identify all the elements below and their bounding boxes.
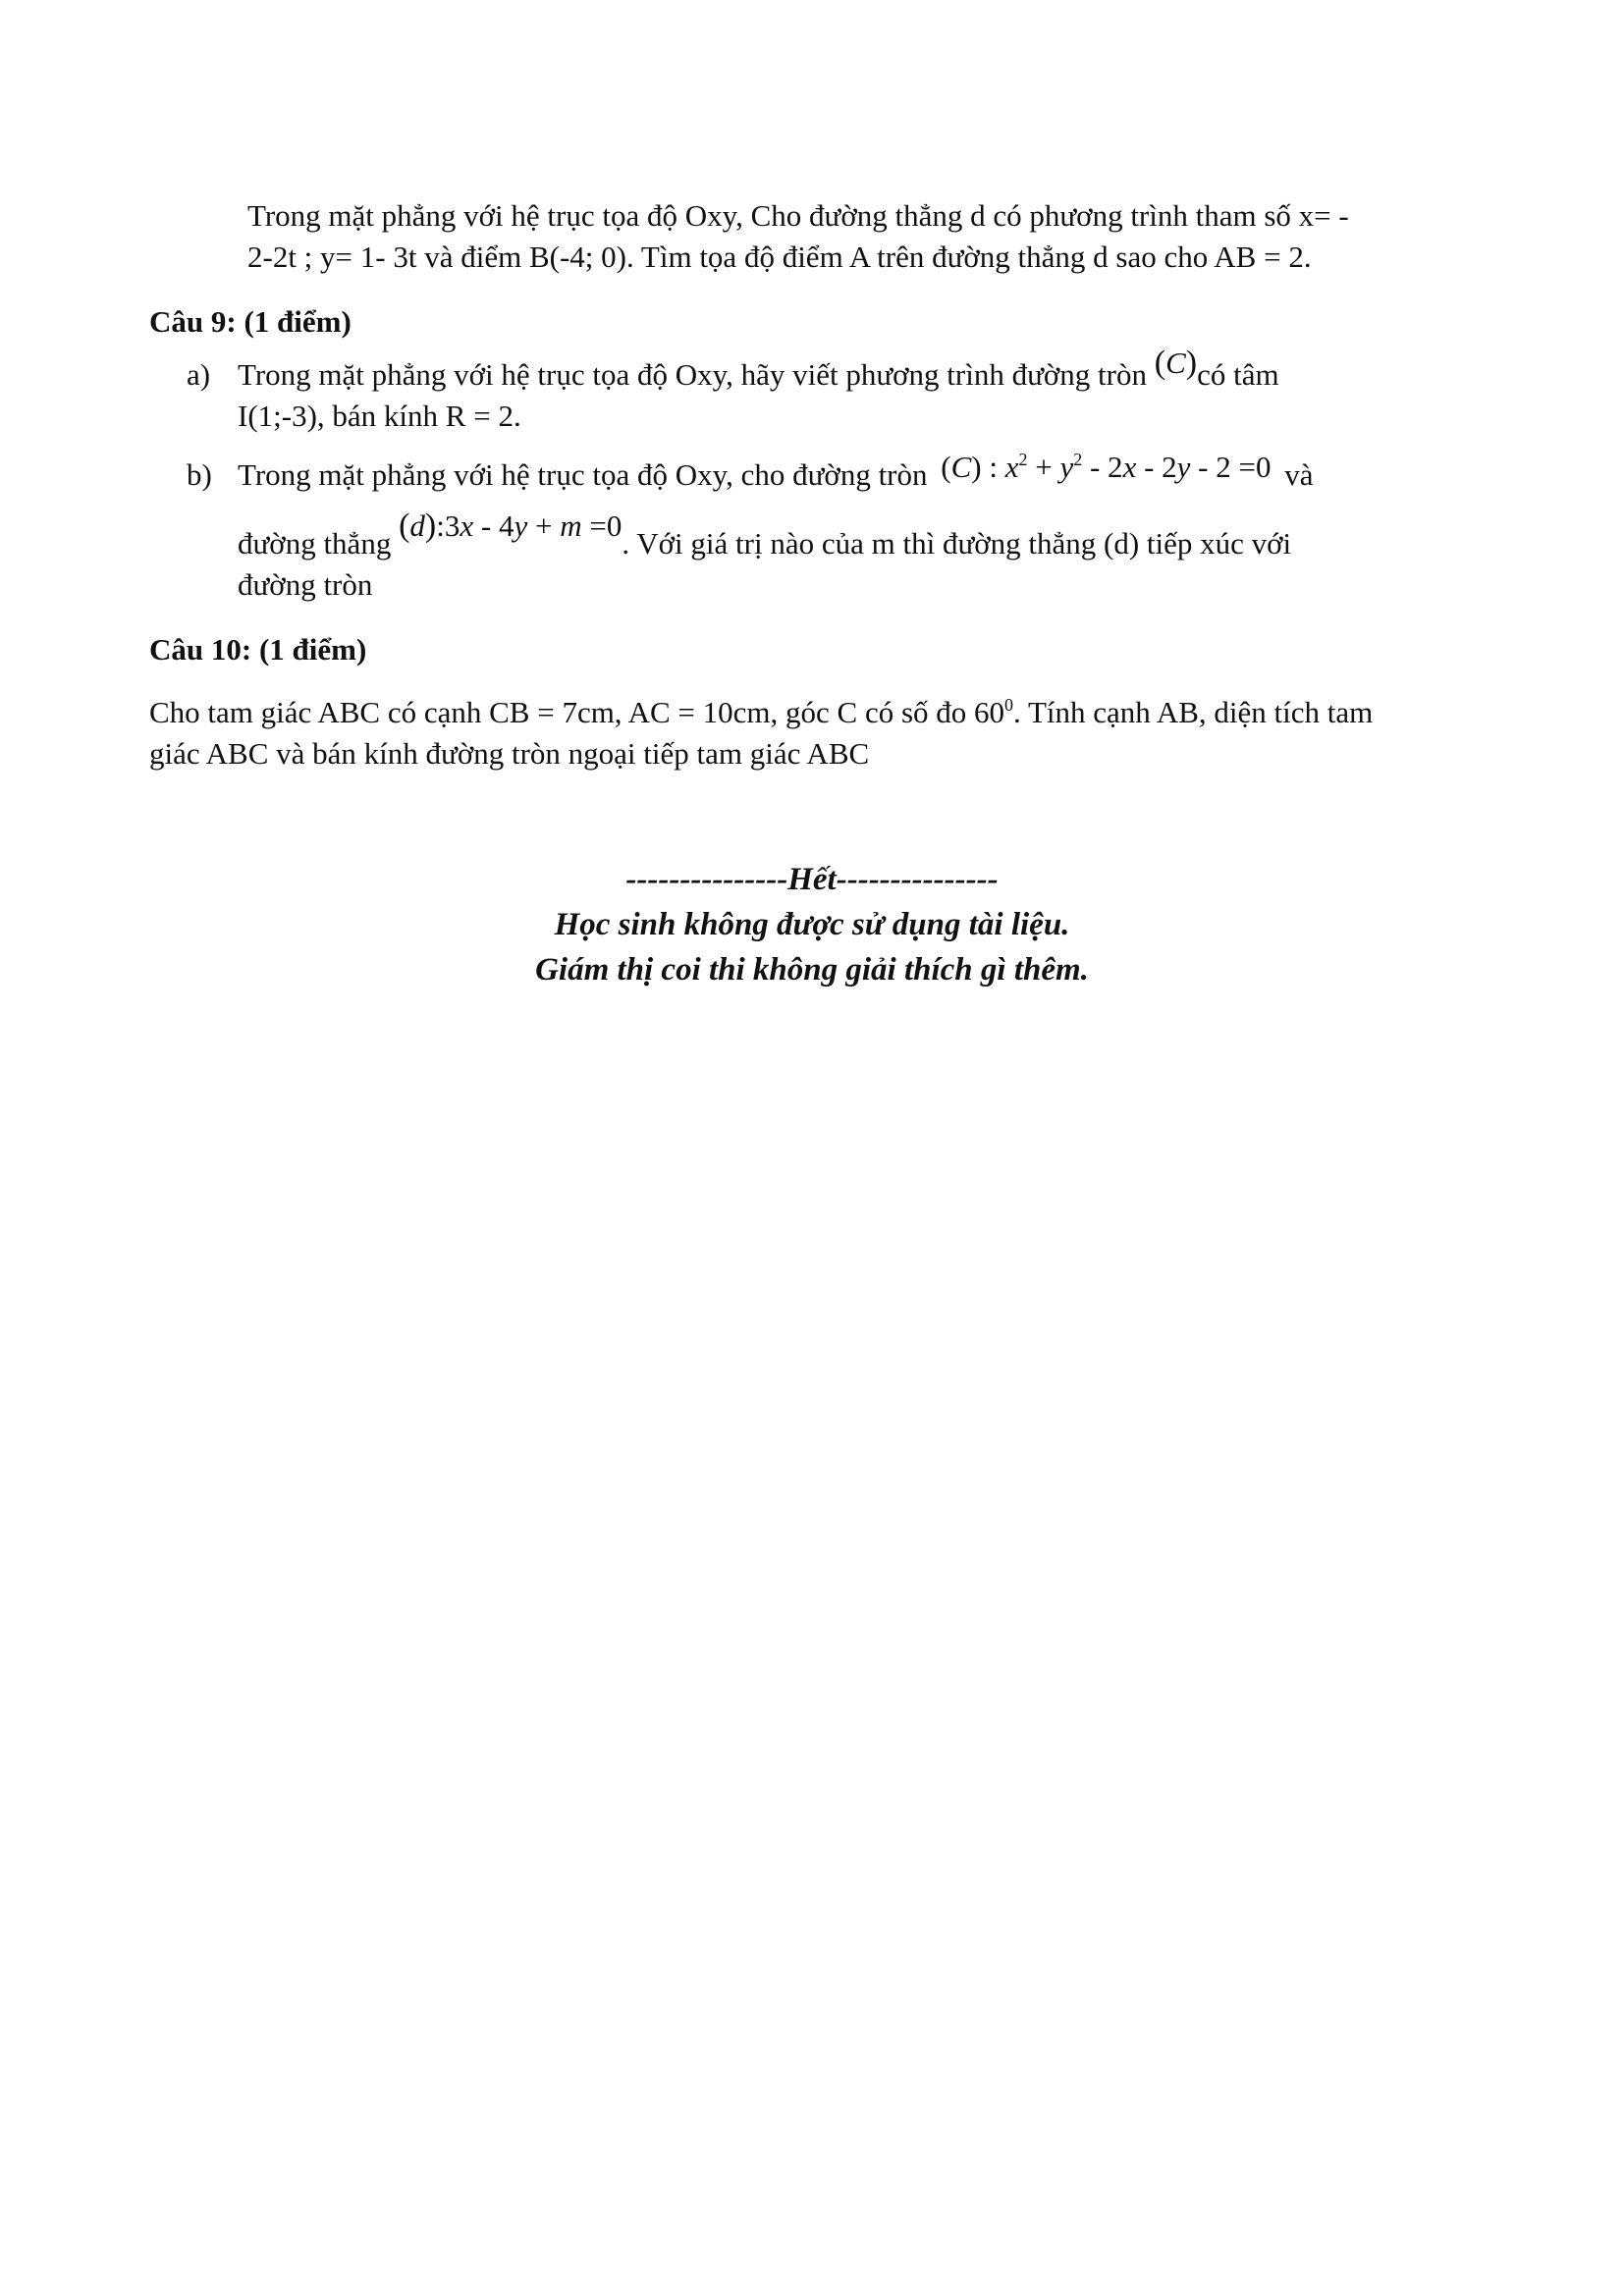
- q9b-marker: b): [187, 457, 212, 492]
- q9b-text-2: đường thẳng: [238, 526, 392, 561]
- q8-line-1: Trong mặt phẳng với hệ trục tọa độ Oxy, Cho đường thẳng d có phương trình tham số x= -: [247, 198, 1349, 233]
- q9a-text: Trong mặt phẳng với hệ trục tọa độ Oxy, hãy viết phương trình đường tròn: [238, 357, 1147, 392]
- q9b-line-1: [238, 450, 1314, 495]
- q10-line-1: [149, 693, 1373, 732]
- end-mark: ---------------Hết---------------: [625, 862, 999, 897]
- q10-text-post: . Tính cạnh AB, diện tích tam: [1013, 695, 1374, 729]
- q10-degree: 0: [1004, 695, 1014, 715]
- q9a-circle-symbol: (C): [1154, 345, 1198, 381]
- q9a-text-post: có tâm: [1197, 357, 1279, 392]
- q9b-circle-equation: (C) : $x^2 + y^2 - 2x - 2y - 2 =0$: [941, 450, 1272, 484]
- q9b-line-3: đường tròn: [238, 567, 373, 602]
- q9a-line-1: [238, 345, 1279, 395]
- q9b-text-2-post: . Với giá trị nào của m thì đường thẳng (d) tiếp xúc với: [622, 526, 1292, 561]
- q9-heading: Câu 9: (1 điểm): [149, 304, 352, 339]
- q9b-text: Trong mặt phẳng với hệ trục tọa độ Oxy, cho đường tròn: [238, 457, 928, 492]
- q9b-line-2: [238, 507, 1292, 563]
- q9a-marker: a): [187, 357, 211, 392]
- q9b-line-equation: (d):3x - 4y + m =0: [399, 507, 623, 544]
- q9b-text-post: và: [1284, 457, 1314, 492]
- q10-heading: Câu 10: (1 điểm): [149, 632, 367, 667]
- footer-note-1: Học sinh không được sử dụng tài liệu.: [554, 907, 1070, 942]
- q10-line-2: giác ABC và bán kính đường tròn ngoại tiếp tam giác ABC: [149, 736, 870, 771]
- q10-text: Cho tam giác ABC có cạnh CB = 7cm, AC = 10cm, góc C có số đo 60: [149, 695, 1005, 729]
- q8-line-2: 2-2t ; y= 1- 3t và điểm B(-4; 0). Tìm tọa độ điểm A trên đường thẳng d sao cho AB = 2.: [247, 240, 1312, 274]
- footer-note-2: Giám thị coi thi không giải thích gì thêm.: [535, 952, 1089, 988]
- q9a-line-2: I(1;-3), bán kính R = 2.: [238, 399, 521, 433]
